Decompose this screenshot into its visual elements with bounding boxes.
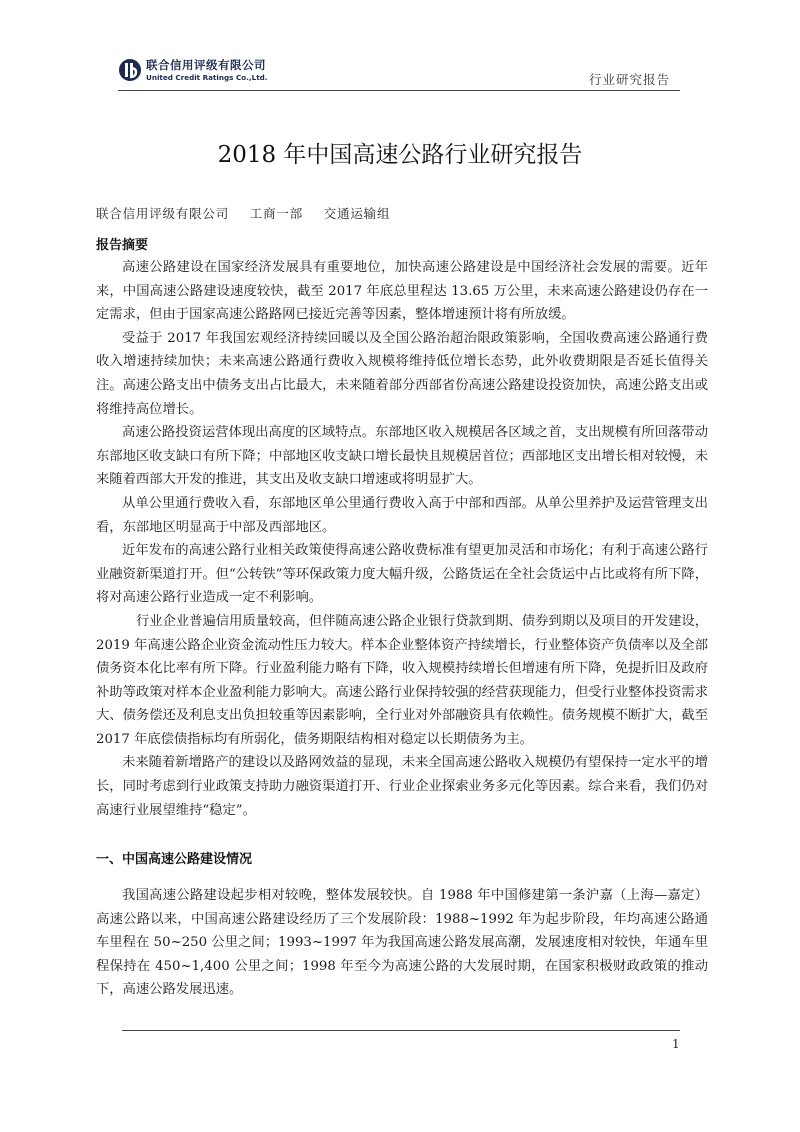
- page-number: 1: [672, 1037, 680, 1051]
- company-logo-icon: [118, 58, 142, 82]
- report-type-tag: 行业研究报告: [588, 72, 670, 87]
- page-title: 2018 年中国高速公路行业研究报告: [217, 142, 583, 168]
- footer-divider: [122, 1030, 680, 1031]
- summary-paragraph: 未来随着新增路产的建设以及路网效益的显现，未来全国高速公路收入规模仍有望保持一定水平的增长，同时考虑到行业政策支持助力融资渠道打开、行业企业探索业务多元化等因素。综合来看，我们仍对高速行业展望维持“稳定”。: [96, 755, 708, 818]
- authors-line: [96, 204, 406, 222]
- author-company: 联合信用评级有限公司: [96, 206, 230, 221]
- author-department: 工商一部: [249, 206, 303, 221]
- page-header: [118, 54, 680, 94]
- summary-paragraph: 近年发布的高速公路行业相关政策使得高速公路收费标准有望更加灵活和市场化；有利于高速公路行业融资新渠道打开。但“公转铁”等环保政策力度大幅升级，公路货运在全社会货运中占比或将有所下降，将对高速公路行业造成一定不利影响。: [96, 543, 708, 606]
- header-divider: [118, 90, 680, 91]
- author-group: 交通运输组: [323, 206, 391, 221]
- company-name-cn: 联合信用评级有限公司: [146, 58, 266, 72]
- summary-paragraph: 高速公路投资运营体现出高度的区域特点。东部地区收入规模居各区域之首，支出规模有所回落带动东部地区收支缺口有所下降；中部地区收支缺口增长最快且规模居首位；西部地区支出增长相对较慢，未来随着西部大开发的推进，其支出及收支缺口增速或将明显扩大。: [96, 425, 708, 488]
- summary-paragraph: 受益于 2017 年我国宏观经济持续回暖以及全国公路治超治限政策影响，全国收费高速公路通行费收入增速持续加快；未来高速公路通行费收入规模将维持低位增长态势，此外收费期限是否延长值得关注。高速公路支出中债务支出占比最大，未来随着部分西部省份高速公路建设投资加快，高速公路支出或将维持高位增长。: [96, 330, 708, 417]
- summary-paragraph: 高速公路建设在国家经济发展具有重要地位，加快高速公路建设是中国经济社会发展的需要。近年来，中国高速公路建设速度较快，截至 2017 年底总里程达 13.65 万公里，未来高速公路建设仍存在一定需求，但由于国家高速公路路网已接近完善等因素，整体增速预计将有所放缓。: [96, 260, 708, 323]
- section-heading: 一、中国高速公路建设情况: [96, 852, 253, 867]
- section-body: [96, 884, 708, 1002]
- summary-paragraph: 从单公里通行费收入看，东部地区单公里通行费收入高于中部和西部。从单公里养护及运营管理支出看，东部地区明显高于中部及西部地区。: [96, 495, 708, 535]
- summary-body: [96, 256, 708, 822]
- company-name-en: United Credit Ratings Co.,Ltd.: [146, 73, 268, 82]
- summary-paragraph: 行业企业普遍信用质量较高，但伴随高速公路企业银行贷款到期、债券到期以及项目的开发建设，2019 年高速公路企业资金流动性压力较大。样本企业整体资产持续增长，行业整体资产负债率以及全部债务资本化比率有所下降。行业盈利能力略有下降，收入规模持续增长但增速有所下降，免提折旧及政府补助等政策对样本企业盈利能力影响大。高速公路行业保持较强的经营获现能力，但受行业整体投资需求大、债务偿还及利息支出负担较重等因素影响，全行业对外部融资具有依赖性。债务规模不断扩大，截至 2017 年底偿债指标均有所弱化，债务期限结构相对稳定以长期债务为主。: [96, 613, 708, 747]
- summary-heading: 报告摘要: [96, 238, 149, 253]
- section-paragraph: 我国高速公路建设起步相对较晚，整体发展较快。自 1988 年中国修建第一条沪嘉（上海—嘉定）高速公路以来，中国高速公路建设经历了三个发展阶段：1988~1992 年为起步阶段，年均高速公路通车里程在 50~250 公里之间；1993~1997 年为我国高速公路发展高潮，发展速度相对较快，年通车里程保持在 450~1,400 公里之间；1998 年至今为高速公路的大发展时期，在国家积极财政政策的推动下，高速公路发展迅速。: [96, 888, 708, 998]
